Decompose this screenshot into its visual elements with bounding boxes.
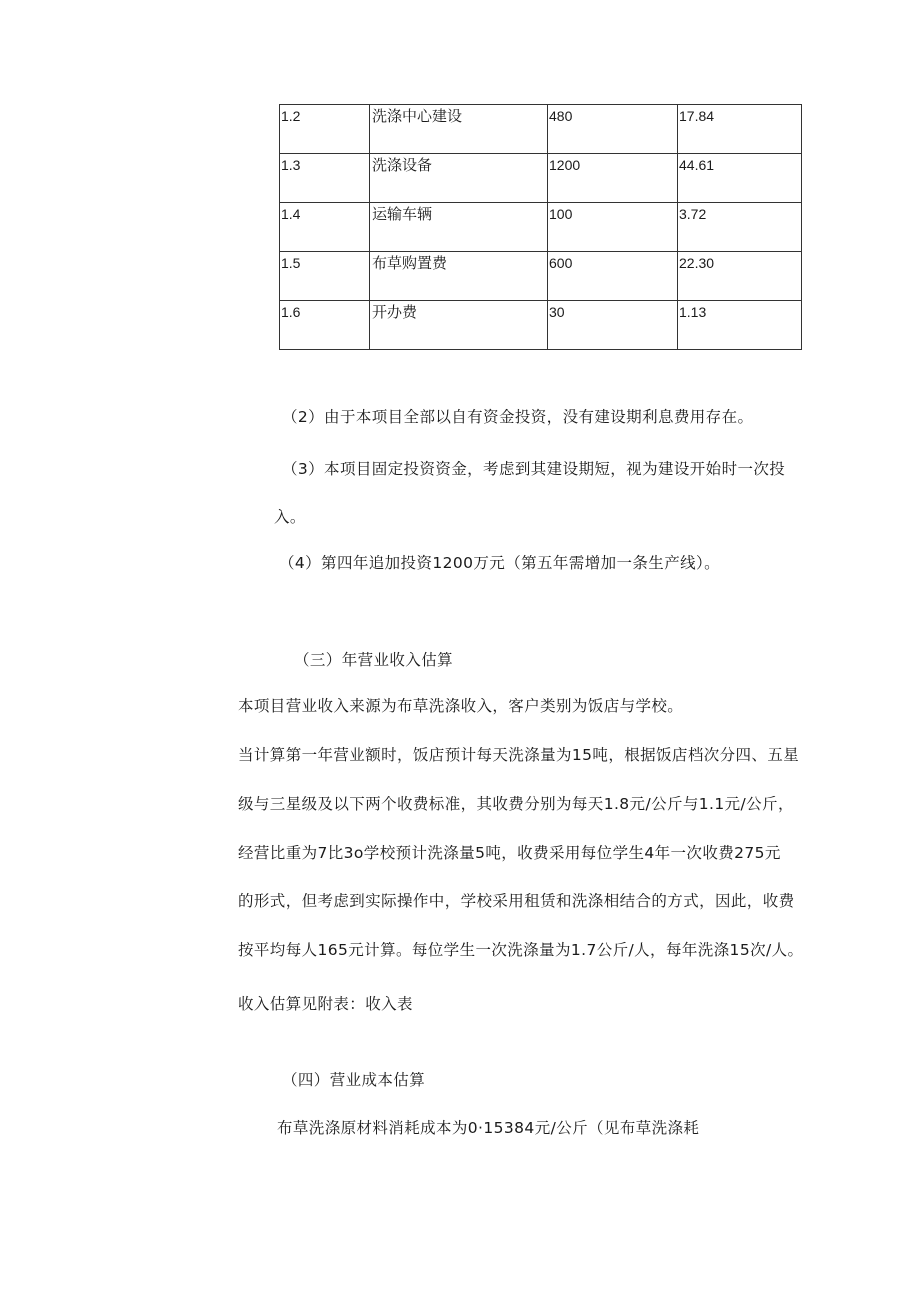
section-4-heading: （四）营业成本估算 <box>282 1071 426 1089</box>
section-3-paragraph-2-line-2: 级与三星级及以下两个收费标准，其收费分别为每天1.8元/公斤与1.1元/公斤， <box>238 795 794 813</box>
table-cell-percent: 1.13 <box>678 301 802 350</box>
table-row <box>280 105 802 154</box>
table-row <box>280 301 802 350</box>
note-2: （2）由于本项目全部以自有资金投资，没有建设期利息费用存在。 <box>282 408 754 426</box>
table-cell-amount: 100 <box>548 203 678 252</box>
section-3-paragraph-2-line-4: 的形式，但考虑到实际操作中，学校采用租赁和洗涤相结合的方式，因此，收费 <box>238 892 795 910</box>
table-row <box>280 252 802 301</box>
note-3-line-1: （3）本项目固定投资资金，考虑到其建设期短，视为建设开始时一次投 <box>282 460 786 478</box>
section-3-paragraph-2-line-1: 当计算第一年营业额时，饭店预计每天洗涤量为15吨，根据饭店档次分四、五星 <box>238 746 800 764</box>
table-cell-percent: 22.30 <box>678 252 802 301</box>
section-4-paragraph-1: 布草洗涤原材料消耗成本为0·15384元/公斤（见布草洗涤耗 <box>277 1119 700 1137</box>
section-3-paragraph-2-line-5: 按平均每人165元计算。每位学生一次洗涤量为1.7公斤/人，每年洗涤15次/人。 <box>238 941 804 959</box>
note-4: （4）第四年追加投资1200万元（第五年需增加一条生产线）。 <box>279 554 721 572</box>
table-cell-no: 1.6 <box>280 301 370 350</box>
table-row <box>280 203 802 252</box>
table-cell-amount: 600 <box>548 252 678 301</box>
table-cell-percent: 3.72 <box>678 203 802 252</box>
table-cell-no: 1.5 <box>280 252 370 301</box>
section-3-paragraph-2-line-3: 经营比重为7比3o学校预计洗涤量5吨，收费采用每位学生4年一次收费275元 <box>238 844 781 862</box>
section-3-paragraph-1: 本项目营业收入来源为布草洗涤收入，客户类别为饭店与学校。 <box>238 697 684 715</box>
section-3-heading: （三）年营业收入估算 <box>294 651 454 669</box>
table-cell-item: 布草购置费 <box>370 252 548 301</box>
table-cell-no: 1.2 <box>280 105 370 154</box>
table-row <box>280 154 802 203</box>
table-cell-amount: 30 <box>548 301 678 350</box>
investment-table <box>279 104 802 350</box>
table-cell-item: 洗涤中心建设 <box>370 105 548 154</box>
table-cell-item: 洗涤设备 <box>370 154 548 203</box>
section-3-paragraph-3: 收入估算见附表：收入表 <box>238 995 413 1013</box>
table-cell-item: 运输车辆 <box>370 203 548 252</box>
table-cell-amount: 1200 <box>548 154 678 203</box>
note-3-line-2: 入。 <box>274 508 306 526</box>
table-cell-amount: 480 <box>548 105 678 154</box>
table-cell-percent: 17.84 <box>678 105 802 154</box>
table-cell-item: 开办费 <box>370 301 548 350</box>
table-cell-percent: 44.61 <box>678 154 802 203</box>
table-cell-no: 1.3 <box>280 154 370 203</box>
table-cell-no: 1.4 <box>280 203 370 252</box>
